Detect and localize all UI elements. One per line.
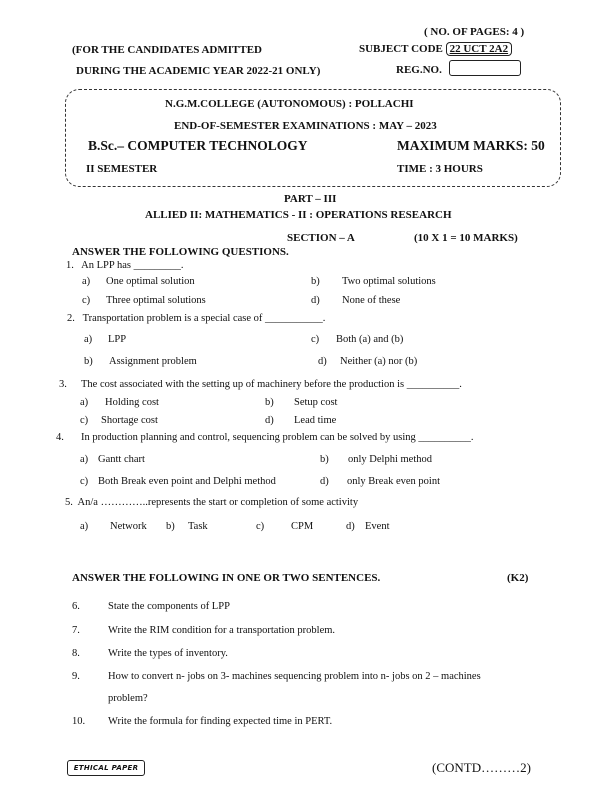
reg-no-field[interactable] [449, 60, 521, 76]
q4-option-c: c) Both Break even point and Delphi method [80, 476, 276, 487]
semester: II SEMESTER [86, 163, 158, 175]
question-number: 6. [72, 601, 80, 612]
time: TIME : 3 HOURS [397, 163, 483, 175]
question-text: How to convert n- jobs on 3- machines sequencing problem into n- jobs on 2 – machines [108, 671, 481, 682]
q2-option-c: c) Both (a) and (b) [311, 334, 404, 345]
q5-option-a: a) Network [80, 521, 147, 532]
q2-option-d: d) Neither (a) nor (b) [318, 356, 418, 367]
question-text: State the components of LPP [108, 601, 230, 612]
q3-option-a: a) Holding cost [80, 397, 159, 408]
question-number: 10. [72, 716, 86, 727]
ethical-paper-stamp: ETHICAL PAPER [67, 760, 145, 776]
knowledge-level: (K2) [507, 572, 529, 584]
instruction-section-a: ANSWER THE FOLLOWING QUESTIONS. [72, 246, 289, 258]
question-text: Write the RIM condition for a transportation problem. [108, 625, 336, 636]
programme: B.Sc.– COMPUTER TECHNOLOGY [88, 138, 308, 153]
question-number: 4. [56, 432, 64, 443]
question-text: Write the types of inventory. [108, 648, 228, 659]
question-text: Write the formula for finding expected time in PERT. [108, 716, 333, 727]
subject-heading: ALLIED II: MATHEMATICS - II : OPERATIONS RESEARCH [145, 209, 452, 221]
part-heading: PART – III [284, 193, 337, 205]
subject-code-row [359, 43, 512, 55]
exam-name: END-OF-SEMESTER EXAMINATIONS : MAY – 2023 [174, 120, 437, 132]
candidates-line-2: DURING THE ACADEMIC YEAR 2022-21 ONLY) [76, 65, 321, 77]
question-10 [72, 716, 333, 727]
question-1 [66, 260, 183, 271]
question-7 [72, 625, 336, 636]
question-number: 5. [65, 497, 73, 508]
question-6 [72, 601, 230, 612]
question-text: The cost associated with the setting up of machinery before the production is __________. [81, 379, 462, 390]
question-text: An/a …………..represents the start or completion of some activity [77, 497, 359, 508]
college-name: N.G.M.COLLEGE (AUTONOMOUS) : POLLACHI [165, 98, 414, 110]
question-9-continued: problem? [108, 693, 148, 704]
q1-option-b: b) Two optimal solutions [311, 276, 436, 287]
q3-option-b: b) Setup cost [265, 397, 338, 408]
q5-option-b: b) Task [166, 521, 208, 532]
q3-option-d: d) Lead time [265, 415, 337, 426]
question-number: 2. [67, 313, 75, 324]
continued-note: (CONTD………2) [432, 760, 531, 775]
question-number: 3. [59, 379, 67, 390]
question-4 [56, 432, 474, 443]
question-text: An LPP has _________. [81, 260, 184, 271]
q2-option-a: a) LPP [84, 334, 127, 345]
section-a-marks: (10 X 1 = 10 MARKS) [414, 232, 518, 244]
q5-option-d: d) Event [346, 521, 390, 532]
instruction-short-answer: ANSWER THE FOLLOWING IN ONE OR TWO SENTENCES. [72, 572, 381, 584]
q1-option-d: d) None of these [311, 295, 401, 306]
reg-no-label: REG.NO. [396, 64, 442, 76]
question-number: 1. [66, 260, 74, 271]
question-number: 7. [72, 625, 80, 636]
question-3 [59, 379, 462, 390]
q5-option-c: c) CPM [256, 521, 314, 532]
question-number: 8. [72, 648, 80, 659]
max-marks: MAXIMUM MARKS: 50 [397, 138, 545, 153]
q3-option-c: c) Shortage cost [80, 415, 158, 426]
question-2 [67, 313, 325, 324]
subject-code: 22 UCT 2A2 [446, 42, 512, 56]
question-5 [65, 497, 358, 508]
subject-code-label: SUBJECT CODE [359, 43, 443, 55]
q1-option-c: c) Three optimal solutions [82, 295, 206, 306]
q4-option-a: a) Gantt chart [80, 454, 145, 465]
candidates-line-1: (FOR THE CANDIDATES ADMITTED [72, 44, 262, 56]
q2-option-b: b) Assignment problem [84, 356, 197, 367]
question-9 [72, 671, 481, 682]
q4-option-d: d) only Break even point [320, 476, 441, 487]
no-of-pages: ( NO. OF PAGES: 4 ) [424, 26, 525, 38]
q4-option-b: b) only Delphi method [320, 454, 432, 465]
q1-option-a: a) One optimal solution [82, 276, 195, 287]
section-a-heading: SECTION – A [287, 232, 355, 244]
question-8 [72, 648, 228, 659]
question-text: In production planning and control, sequencing problem can be solved by using __________. [81, 432, 474, 443]
question-text: Transportation problem is a special case of ___________. [82, 313, 326, 324]
question-number: 9. [72, 671, 80, 682]
